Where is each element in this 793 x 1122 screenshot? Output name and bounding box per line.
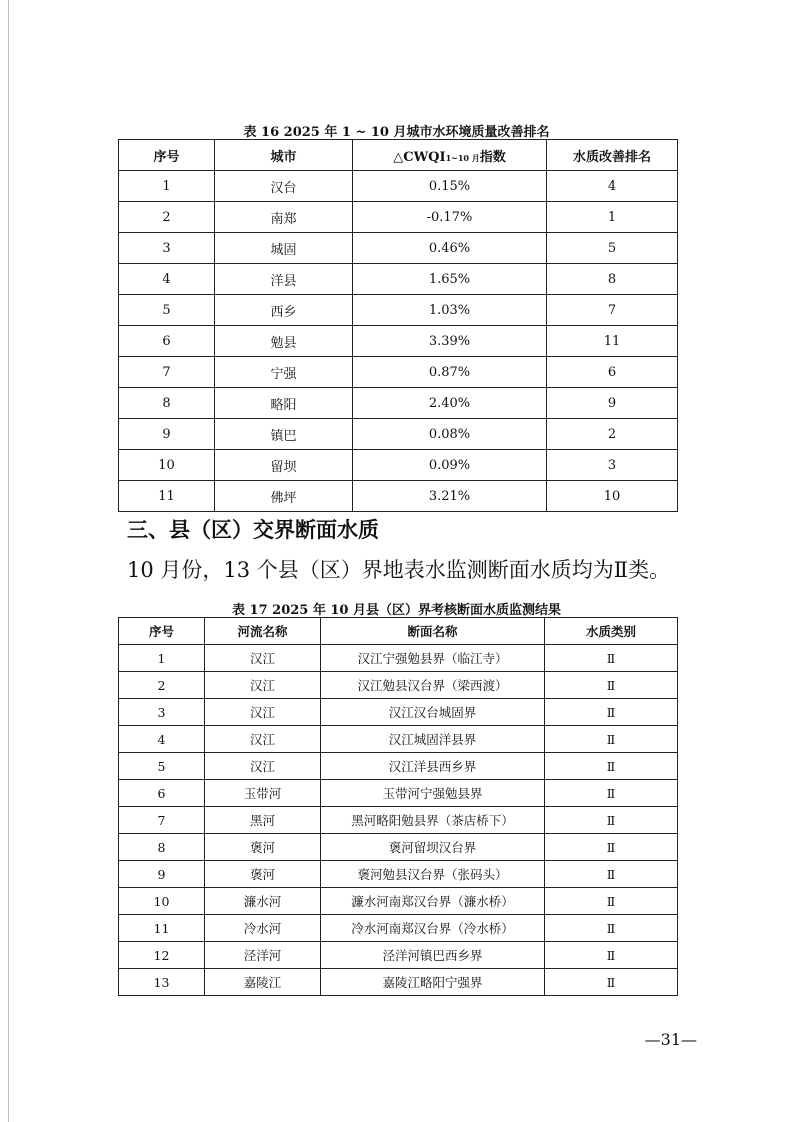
cell-rank: 3 <box>547 450 678 481</box>
cell-section: 濂水河南郑汉台界（濂水桥） <box>321 888 545 915</box>
cell-seq: 6 <box>119 780 205 807</box>
cell-city: 西乡 <box>215 295 353 326</box>
cell-index: -0.17% <box>353 202 547 233</box>
cell-water-class: Ⅱ <box>545 726 678 753</box>
table-row <box>119 202 678 233</box>
table-row <box>119 861 678 888</box>
table-row <box>119 726 678 753</box>
cwqi-subscript: 1~10 月 <box>445 152 480 163</box>
cell-seq: 9 <box>119 861 205 888</box>
cell-seq: 11 <box>119 481 215 512</box>
header-seq: 序号 <box>119 618 205 645</box>
cell-section: 黑河略阳勉县界（茶店桥下） <box>321 807 545 834</box>
cell-section: 汉江勉县汉台界（梁西渡） <box>321 672 545 699</box>
cell-index: 1.65% <box>353 264 547 295</box>
cell-river: 褒河 <box>205 834 321 861</box>
cell-rank: 6 <box>547 357 678 388</box>
cell-seq: 10 <box>119 888 205 915</box>
cell-water-class: Ⅱ <box>545 699 678 726</box>
table-row <box>119 699 678 726</box>
county-boundary-section-table <box>118 617 678 996</box>
table-row <box>119 419 678 450</box>
cell-index: 0.08% <box>353 419 547 450</box>
table-header-row <box>119 140 678 171</box>
cell-seq: 11 <box>119 915 205 942</box>
cell-seq: 8 <box>119 388 215 419</box>
cell-section: 汉江洋县西乡界 <box>321 753 545 780</box>
cell-river: 泾洋河 <box>205 942 321 969</box>
cell-section: 嘉陵江略阳宁强界 <box>321 969 545 996</box>
cell-river: 汉江 <box>205 645 321 672</box>
header-rank: 水质改善排名 <box>547 140 678 171</box>
cell-seq: 7 <box>119 357 215 388</box>
cell-index: 0.87% <box>353 357 547 388</box>
cell-city: 勉县 <box>215 326 353 357</box>
header-city: 城市 <box>215 140 353 171</box>
cell-river: 冷水河 <box>205 915 321 942</box>
cell-river: 汉江 <box>205 699 321 726</box>
cell-water-class: Ⅱ <box>545 672 678 699</box>
cell-section: 冷水河南郑汉台界（冷水桥） <box>321 915 545 942</box>
section-heading: 三、县（区）交界断面水质 <box>127 518 379 542</box>
cell-rank: 11 <box>547 326 678 357</box>
cell-water-class: Ⅱ <box>545 834 678 861</box>
cell-index: 0.46% <box>353 233 547 264</box>
header-section: 断面名称 <box>321 618 545 645</box>
table-row <box>119 388 678 419</box>
table-row <box>119 171 678 202</box>
cell-water-class: Ⅱ <box>545 942 678 969</box>
cell-seq: 4 <box>119 264 215 295</box>
cell-rank: 9 <box>547 388 678 419</box>
cell-seq: 5 <box>119 753 205 780</box>
cell-section: 泾洋河镇巴西乡界 <box>321 942 545 969</box>
cell-city: 汉台 <box>215 171 353 202</box>
cell-city: 佛坪 <box>215 481 353 512</box>
table-row <box>119 807 678 834</box>
cell-city: 镇巴 <box>215 419 353 450</box>
cell-seq: 12 <box>119 942 205 969</box>
cwqi-label-tail: 指数 <box>479 149 506 165</box>
cell-river: 濂水河 <box>205 888 321 915</box>
page-edge-line <box>8 0 9 1122</box>
section-paragraph: 10 月份，13 个县（区）界地表水监测断面水质均为Ⅱ类。 <box>127 558 671 582</box>
cell-section: 汉江汉台城固界 <box>321 699 545 726</box>
table-row <box>119 672 678 699</box>
cell-rank: 4 <box>547 171 678 202</box>
table-row <box>119 357 678 388</box>
table-row <box>119 969 678 996</box>
header-seq: 序号 <box>119 140 215 171</box>
cell-section: 汉江城固洋县界 <box>321 726 545 753</box>
cell-index: 0.15% <box>353 171 547 202</box>
cell-seq: 13 <box>119 969 205 996</box>
cell-index: 3.39% <box>353 326 547 357</box>
table-row <box>119 915 678 942</box>
cell-section: 褒河勉县汉台界（张码头） <box>321 861 545 888</box>
table-row <box>119 780 678 807</box>
cell-index: 2.40% <box>353 388 547 419</box>
cell-seq: 2 <box>119 672 205 699</box>
cell-section: 汉江宁强勉县界（临江寺） <box>321 645 545 672</box>
cell-river: 汉江 <box>205 753 321 780</box>
cell-index: 1.03% <box>353 295 547 326</box>
cell-river: 嘉陵江 <box>205 969 321 996</box>
cell-seq: 6 <box>119 326 215 357</box>
header-river: 河流名称 <box>205 618 321 645</box>
cell-water-class: Ⅱ <box>545 807 678 834</box>
cell-seq: 3 <box>119 699 205 726</box>
table16-caption: 表 16 2025 年 1 ~ 10 月城市水环境质量改善排名 <box>243 125 550 140</box>
cell-index: 0.09% <box>353 450 547 481</box>
header-cwqi-index <box>353 140 547 171</box>
cell-section: 玉带河宁强勉县界 <box>321 780 545 807</box>
cell-seq: 9 <box>119 419 215 450</box>
table-row <box>119 264 678 295</box>
city-improvement-ranking-table <box>118 139 678 512</box>
cell-rank: 2 <box>547 419 678 450</box>
table-row <box>119 942 678 969</box>
cell-seq: 3 <box>119 233 215 264</box>
table-row <box>119 645 678 672</box>
cell-water-class: Ⅱ <box>545 780 678 807</box>
table-header-row <box>119 618 678 645</box>
cell-seq: 1 <box>119 645 205 672</box>
cell-river: 黑河 <box>205 807 321 834</box>
cell-city: 宁强 <box>215 357 353 388</box>
cell-seq: 8 <box>119 834 205 861</box>
cell-section: 褒河留坝汉台界 <box>321 834 545 861</box>
table-row <box>119 295 678 326</box>
table-row <box>119 481 678 512</box>
cell-city: 洋县 <box>215 264 353 295</box>
cell-rank: 5 <box>547 233 678 264</box>
cell-index: 3.21% <box>353 481 547 512</box>
cell-river: 汉江 <box>205 726 321 753</box>
cell-river: 汉江 <box>205 672 321 699</box>
cell-rank: 10 <box>547 481 678 512</box>
table-row <box>119 233 678 264</box>
cell-seq: 5 <box>119 295 215 326</box>
cell-river: 褒河 <box>205 861 321 888</box>
cell-water-class: Ⅱ <box>545 969 678 996</box>
cell-seq: 4 <box>119 726 205 753</box>
cell-rank: 8 <box>547 264 678 295</box>
table-row <box>119 834 678 861</box>
cell-seq: 10 <box>119 450 215 481</box>
table-row <box>119 888 678 915</box>
cell-water-class: Ⅱ <box>545 915 678 942</box>
cell-seq: 1 <box>119 171 215 202</box>
cell-city: 南郑 <box>215 202 353 233</box>
cwqi-label: △CWQI <box>393 149 446 165</box>
cell-water-class: Ⅱ <box>545 753 678 780</box>
cell-water-class: Ⅱ <box>545 861 678 888</box>
cell-seq: 7 <box>119 807 205 834</box>
table-row <box>119 450 678 481</box>
table17-caption: 表 17 2025 年 10 月县（区）界考核断面水质监测结果 <box>232 603 561 618</box>
cell-rank: 1 <box>547 202 678 233</box>
cell-water-class: Ⅱ <box>545 888 678 915</box>
cell-river: 玉带河 <box>205 780 321 807</box>
cell-city: 略阳 <box>215 388 353 419</box>
table-row <box>119 326 678 357</box>
table-row <box>119 753 678 780</box>
cell-city: 留坝 <box>215 450 353 481</box>
header-water-class: 水质类别 <box>545 618 678 645</box>
cell-seq: 2 <box>119 202 215 233</box>
cell-city: 城固 <box>215 233 353 264</box>
cell-water-class: Ⅱ <box>545 645 678 672</box>
page-number: —31— <box>644 1030 697 1049</box>
cell-rank: 7 <box>547 295 678 326</box>
